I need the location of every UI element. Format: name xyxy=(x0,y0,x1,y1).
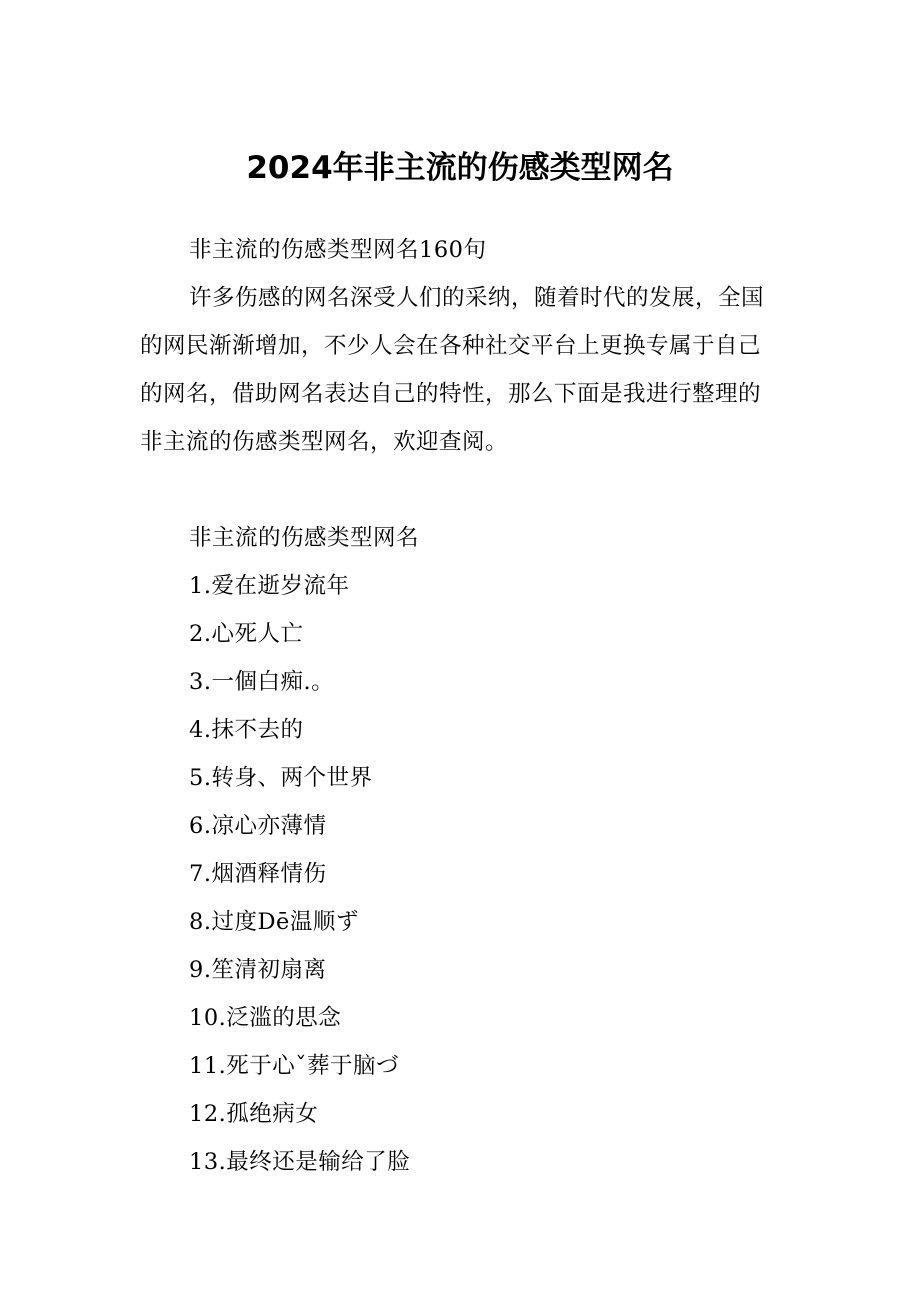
list-item: 13.最终还是输给了脸 xyxy=(189,1149,411,1175)
list-item: 1.爱在逝岁流年 xyxy=(189,573,350,599)
paragraph-gap xyxy=(140,466,782,514)
list-item: 7.烟酒释情伤 xyxy=(189,861,327,887)
subtitle-line: 非主流的伤感类型网名160句 xyxy=(189,237,487,263)
document-title: 2024年非主流的伤感类型网名 xyxy=(246,150,674,186)
list-item: 12.孤绝病女 xyxy=(189,1101,319,1127)
list-item: 6.凉心亦薄情 xyxy=(189,813,327,839)
list-item: 10.泛滥的思念 xyxy=(189,1005,342,1031)
intro-paragraph: 许多伤感的网名深受人们的采纳，随着时代的发展，全国的网民渐渐增加，不少人会在各种社交平台上更换专属于自己的网名，借助网名表达自己的特性，那么下面是我进行整理的非主流的伤感类型网名，欢迎查阅。 xyxy=(140,285,765,455)
section-heading: 非主流的伤感类型网名 xyxy=(189,525,420,551)
list-item: 3.一個白痴.。 xyxy=(189,669,335,695)
list-item: 5.转身、两个世界 xyxy=(189,765,373,791)
list-item: 2.心死人亡 xyxy=(189,621,304,647)
document-body xyxy=(140,226,782,1186)
list-item: 11.死于心ˇ葬于脑づ xyxy=(189,1053,400,1079)
list-item: 8.过度Dē温顺ず xyxy=(189,909,359,935)
list-item: 9.笙清初扇离 xyxy=(189,957,327,983)
list-item: 4.抹不去的 xyxy=(189,717,304,743)
